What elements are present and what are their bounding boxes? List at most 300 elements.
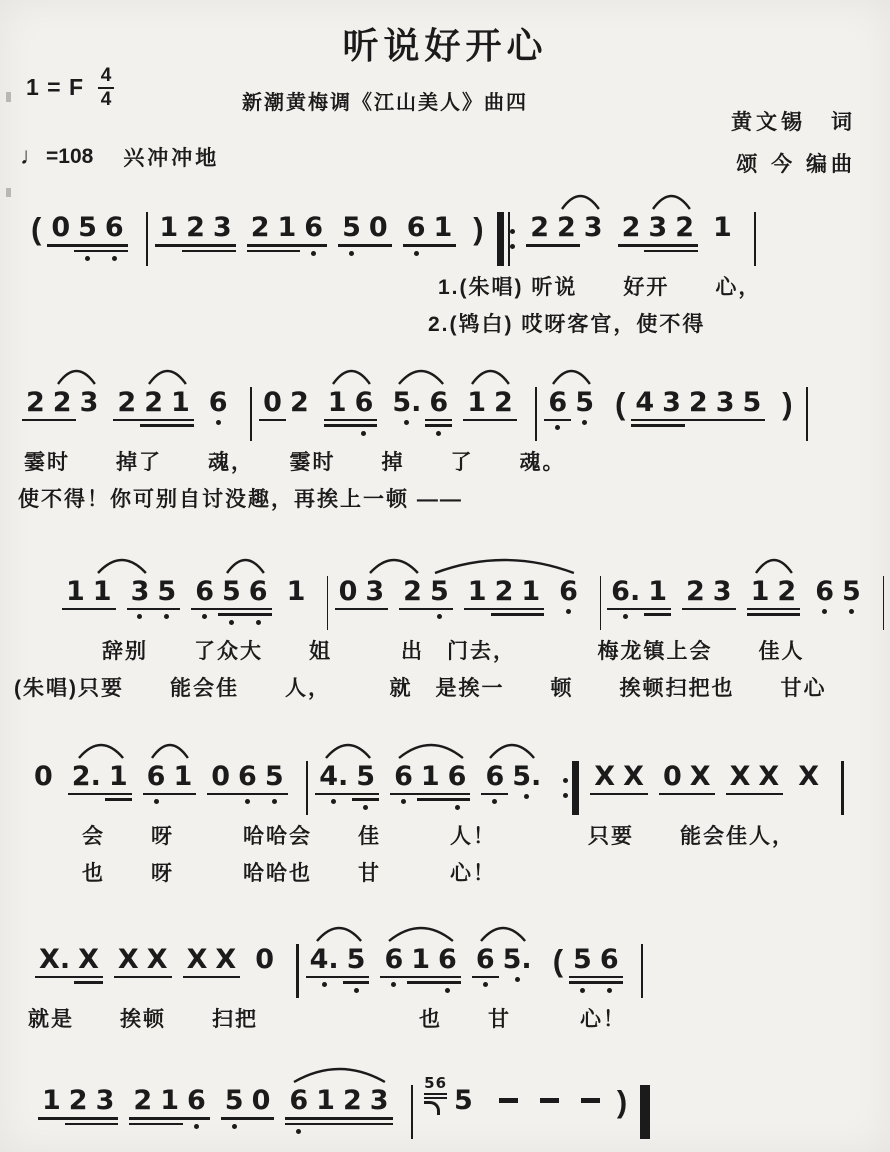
note bbox=[811, 576, 838, 614]
beam-line bbox=[92, 1117, 119, 1120]
key-signature: 1 = F bbox=[26, 74, 85, 101]
note-number: 2 bbox=[688, 386, 708, 418]
note-group bbox=[129, 1085, 209, 1129]
beam-line bbox=[306, 976, 343, 979]
note-number: 0 bbox=[251, 1084, 271, 1116]
octave-dot-row bbox=[403, 251, 430, 256]
slur-arc bbox=[78, 741, 124, 761]
beam-line bbox=[209, 244, 236, 247]
note bbox=[205, 387, 232, 425]
note-number: 6 bbox=[815, 575, 834, 607]
note-number: 1 bbox=[277, 212, 297, 243]
note bbox=[245, 576, 272, 625]
note bbox=[114, 944, 143, 979]
parenthesis: ) bbox=[616, 1083, 628, 1119]
beam-line bbox=[312, 1117, 339, 1120]
beam-line bbox=[444, 798, 471, 801]
octave-dot-row bbox=[472, 982, 499, 987]
beam-line bbox=[129, 1117, 156, 1120]
note-group bbox=[726, 761, 784, 796]
beam-line bbox=[417, 798, 444, 801]
slur-arc bbox=[332, 367, 371, 387]
beam-line bbox=[167, 419, 194, 422]
lyrics-row: 2.(鸨白) 哎呀客官，使不得 bbox=[428, 313, 706, 337]
beam-line bbox=[618, 244, 645, 247]
note-group bbox=[22, 387, 102, 422]
note-group bbox=[283, 576, 310, 605]
note bbox=[74, 944, 103, 984]
beam-line bbox=[338, 244, 365, 247]
note-group bbox=[114, 944, 172, 979]
note bbox=[35, 944, 74, 984]
note-number: X bbox=[146, 943, 168, 975]
note-number: 2 bbox=[68, 1084, 88, 1116]
barline bbox=[306, 761, 309, 815]
beam-line bbox=[481, 793, 508, 796]
beam-line bbox=[247, 250, 274, 253]
note bbox=[221, 1085, 248, 1129]
grace-note-numbers: 56 bbox=[424, 1073, 448, 1092]
note bbox=[544, 387, 571, 431]
lyrics-row: 会 呀 哈哈会 佳 人！ 只要 能会佳人， bbox=[82, 824, 795, 848]
note-group bbox=[183, 944, 241, 979]
beam-line bbox=[739, 419, 766, 422]
note bbox=[619, 761, 648, 796]
slur-arc bbox=[398, 741, 464, 761]
beam-line bbox=[491, 613, 518, 616]
barline bbox=[296, 944, 299, 998]
parenthesis: ) bbox=[473, 211, 484, 246]
note-number: 5 bbox=[346, 943, 366, 975]
octave-dot-row bbox=[343, 988, 370, 993]
beam-line bbox=[407, 976, 434, 979]
note-number: 0 bbox=[51, 212, 71, 243]
note-group bbox=[315, 761, 379, 810]
beam-line bbox=[35, 976, 74, 979]
note-number: 0 bbox=[662, 760, 682, 792]
slur-arc bbox=[388, 924, 454, 944]
note bbox=[183, 1085, 210, 1129]
quarter-note-icon: ♩ bbox=[20, 143, 44, 170]
beam-line bbox=[671, 250, 698, 253]
beam-line bbox=[140, 419, 167, 422]
beam-line bbox=[351, 419, 378, 422]
note-number: 1 bbox=[467, 575, 487, 607]
note bbox=[659, 761, 686, 796]
note bbox=[156, 1085, 183, 1129]
music-system bbox=[0, 367, 890, 516]
octave-dot bbox=[112, 256, 117, 261]
note bbox=[631, 387, 658, 427]
note-number: 2 bbox=[530, 212, 549, 243]
octave-dot bbox=[322, 982, 327, 987]
note-number: 5 bbox=[454, 1084, 473, 1116]
note-number: 2 bbox=[342, 1084, 362, 1116]
octave-dot bbox=[331, 799, 336, 804]
notation-row bbox=[0, 924, 890, 998]
note bbox=[671, 212, 698, 252]
parenthesis: ( bbox=[31, 211, 42, 246]
beam-line bbox=[631, 419, 658, 422]
note-number: 5 bbox=[573, 943, 592, 975]
beam-line bbox=[89, 608, 116, 611]
note bbox=[838, 576, 865, 614]
beam-line bbox=[182, 250, 209, 253]
parenthesis: ) bbox=[782, 385, 793, 421]
note-number: 0 bbox=[34, 760, 53, 792]
note bbox=[209, 212, 236, 252]
octave-dot bbox=[164, 614, 169, 619]
barline bbox=[411, 1085, 414, 1139]
beam-line bbox=[274, 250, 301, 253]
note-number: 0 bbox=[211, 760, 231, 792]
octave-dot bbox=[363, 805, 368, 810]
note-group bbox=[68, 761, 132, 801]
octave-dot bbox=[391, 982, 396, 987]
note-group bbox=[259, 387, 313, 422]
note-number: 1 bbox=[108, 760, 128, 792]
beam-line bbox=[464, 608, 491, 611]
thick-bar bbox=[643, 1085, 650, 1139]
note-number: 5 bbox=[224, 1084, 244, 1116]
note-number: 4 bbox=[635, 386, 655, 418]
beam-line bbox=[659, 793, 686, 796]
note bbox=[182, 212, 209, 252]
beam-line bbox=[472, 976, 499, 979]
slur-arc bbox=[57, 367, 96, 387]
grace-beam-line bbox=[424, 1097, 447, 1099]
barline bbox=[806, 387, 809, 441]
octave-dot bbox=[154, 799, 159, 804]
beam-line bbox=[248, 1117, 275, 1120]
octave-dot bbox=[404, 420, 409, 425]
note-number: 0 bbox=[338, 575, 358, 607]
parenthesis: ( bbox=[614, 385, 626, 421]
note-number: 6 bbox=[195, 575, 214, 607]
note bbox=[207, 761, 234, 805]
note bbox=[407, 944, 434, 993]
note-number: 6 bbox=[559, 575, 578, 607]
time-signature-bottom: 4 bbox=[100, 88, 112, 110]
note bbox=[644, 212, 671, 252]
octave-dot-row bbox=[555, 609, 582, 614]
octave-dot bbox=[445, 988, 450, 993]
note-number: 1 bbox=[420, 760, 440, 792]
beam-line bbox=[155, 244, 182, 247]
beam-line bbox=[407, 981, 434, 984]
note-group bbox=[38, 1085, 118, 1125]
beam-line bbox=[65, 1123, 92, 1126]
beam-line bbox=[324, 419, 351, 422]
note-number: 6 bbox=[289, 1084, 309, 1116]
note bbox=[169, 761, 196, 805]
note-number: 1 bbox=[648, 575, 667, 607]
note bbox=[450, 1085, 477, 1114]
note-number: 5 bbox=[742, 386, 762, 418]
note-group bbox=[659, 761, 715, 796]
beam-line bbox=[156, 1123, 183, 1126]
beam-line bbox=[429, 244, 456, 247]
note bbox=[129, 1085, 156, 1129]
note-group bbox=[324, 387, 378, 436]
note-group bbox=[618, 212, 698, 252]
note bbox=[580, 212, 607, 247]
octave-dot bbox=[436, 431, 441, 436]
note-number: 2 bbox=[144, 386, 163, 418]
note-number: 2 bbox=[52, 386, 72, 418]
note bbox=[315, 761, 352, 810]
note-number: 1 bbox=[173, 760, 193, 792]
beam-line bbox=[22, 419, 49, 422]
octave-dot bbox=[85, 256, 90, 261]
repeat-dot bbox=[510, 244, 515, 249]
note-number: 1 bbox=[327, 386, 347, 418]
note bbox=[211, 944, 240, 979]
note-group bbox=[62, 576, 116, 611]
octave-dot-row bbox=[569, 988, 596, 993]
octave-dot bbox=[524, 794, 529, 799]
note-number: 6 bbox=[354, 386, 374, 418]
beam-line bbox=[569, 981, 596, 984]
note-group bbox=[450, 1085, 477, 1114]
note bbox=[794, 761, 823, 790]
repeat-dot bbox=[563, 778, 568, 783]
note bbox=[155, 212, 182, 252]
note-group bbox=[207, 761, 287, 805]
note bbox=[555, 576, 582, 614]
beam-line bbox=[218, 613, 245, 616]
note-number: 5. bbox=[512, 760, 542, 792]
beam-line bbox=[526, 244, 553, 247]
note bbox=[68, 761, 105, 801]
note bbox=[143, 944, 172, 979]
note-number: 6 bbox=[438, 943, 457, 975]
beam-line bbox=[517, 613, 544, 616]
note-number: 3 bbox=[130, 575, 150, 607]
slur-arc bbox=[97, 556, 147, 576]
thick-bar bbox=[497, 212, 504, 266]
note bbox=[89, 576, 116, 611]
note bbox=[403, 212, 430, 256]
beam-line bbox=[247, 244, 274, 247]
note-number: 6 bbox=[394, 760, 413, 792]
beam-line bbox=[218, 608, 245, 611]
beam-line bbox=[351, 424, 378, 427]
note-group bbox=[463, 387, 517, 422]
beam-line bbox=[312, 1123, 339, 1126]
note-number: 5 bbox=[342, 212, 361, 243]
octave-dot-row bbox=[101, 256, 128, 261]
beam-line bbox=[324, 424, 351, 427]
octave-dot bbox=[245, 799, 250, 804]
beam-line bbox=[114, 976, 143, 979]
beam-line bbox=[434, 976, 461, 979]
note-number: 2 bbox=[250, 212, 270, 243]
note bbox=[425, 387, 452, 436]
octave-dot bbox=[492, 799, 497, 804]
octave-dot bbox=[361, 431, 366, 436]
octave-dot-row bbox=[434, 988, 461, 993]
beam-line bbox=[352, 793, 379, 796]
note bbox=[351, 387, 378, 436]
octave-dot bbox=[607, 988, 612, 993]
octave-dot-row bbox=[596, 988, 623, 993]
note-group bbox=[794, 761, 823, 790]
octave-dot bbox=[256, 620, 261, 625]
note-number: 2 bbox=[494, 386, 513, 418]
note-number: 6 bbox=[104, 212, 124, 243]
beam-line bbox=[127, 608, 154, 611]
note bbox=[22, 387, 49, 422]
beam-line bbox=[65, 1117, 92, 1120]
note bbox=[113, 387, 140, 427]
note bbox=[685, 387, 712, 427]
note bbox=[686, 761, 715, 796]
note bbox=[248, 1085, 275, 1129]
note-number: 3 bbox=[369, 1084, 389, 1116]
beam-line bbox=[380, 976, 407, 979]
note bbox=[47, 212, 74, 261]
octave-dot-row bbox=[499, 977, 536, 982]
note bbox=[361, 576, 388, 611]
beam-line bbox=[619, 793, 648, 796]
note bbox=[434, 944, 461, 993]
notation-row bbox=[0, 1065, 890, 1139]
octave-dot-row bbox=[508, 794, 545, 799]
note-number: 2 bbox=[621, 212, 641, 243]
beam-line bbox=[352, 798, 379, 801]
note bbox=[143, 761, 170, 805]
note-group bbox=[544, 387, 598, 431]
note bbox=[352, 761, 379, 810]
music-system bbox=[0, 1065, 890, 1139]
octave-dot bbox=[349, 251, 354, 256]
repeat-dots bbox=[510, 217, 515, 261]
note-number: 0 bbox=[263, 386, 282, 418]
beam-line bbox=[569, 976, 596, 979]
beam-line bbox=[209, 250, 236, 253]
note bbox=[218, 576, 245, 625]
octave-dot bbox=[515, 977, 520, 982]
note-number: 1 bbox=[42, 1084, 61, 1116]
beam-line bbox=[74, 250, 101, 253]
beam-line bbox=[361, 608, 388, 611]
octave-dot-row bbox=[285, 1129, 312, 1134]
beam-line bbox=[712, 419, 739, 422]
note bbox=[491, 576, 518, 616]
note bbox=[92, 1085, 119, 1125]
beam-line bbox=[590, 793, 619, 796]
note-number: 5 bbox=[78, 212, 97, 243]
grace-note-figure bbox=[424, 1073, 448, 1115]
note bbox=[388, 387, 425, 436]
octave-dot-row bbox=[234, 799, 261, 804]
beam-line bbox=[62, 608, 89, 611]
beam-line bbox=[463, 419, 490, 422]
note-number: 2 bbox=[675, 212, 694, 243]
note-group bbox=[30, 761, 57, 790]
note bbox=[62, 576, 89, 611]
note-number: 2 bbox=[686, 575, 705, 607]
note bbox=[65, 1085, 92, 1125]
note-number: X bbox=[729, 760, 751, 792]
barline bbox=[754, 212, 757, 266]
note-group bbox=[113, 387, 193, 427]
note bbox=[261, 761, 288, 805]
note bbox=[324, 387, 351, 436]
beam-line bbox=[596, 976, 623, 979]
octave-dot-row bbox=[607, 614, 644, 619]
octave-dot-row bbox=[153, 614, 180, 619]
note-group bbox=[247, 212, 327, 256]
note bbox=[490, 387, 517, 422]
octave-dot bbox=[455, 805, 460, 810]
note-number: X bbox=[215, 943, 237, 975]
note-group bbox=[631, 387, 765, 427]
octave-dot-row bbox=[205, 420, 232, 425]
song-title: 听说好开心 bbox=[342, 25, 548, 66]
note bbox=[283, 576, 310, 605]
octave-dot-row bbox=[811, 609, 838, 614]
note-group bbox=[555, 576, 582, 614]
slur-arc bbox=[148, 367, 187, 387]
note-number: 1 bbox=[750, 575, 770, 607]
slur-arc bbox=[755, 556, 793, 576]
note bbox=[338, 212, 365, 256]
note bbox=[553, 212, 580, 247]
octave-dot bbox=[483, 982, 488, 987]
beam-line bbox=[245, 613, 272, 616]
beam-line bbox=[425, 419, 452, 422]
music-system bbox=[0, 741, 890, 890]
beam-line bbox=[156, 1117, 183, 1120]
note-number: 5 bbox=[264, 760, 284, 792]
note bbox=[259, 387, 286, 422]
note-number: X bbox=[689, 760, 711, 792]
octave-dot-row bbox=[425, 431, 452, 436]
note bbox=[596, 944, 623, 993]
mood-text: 兴冲冲地 bbox=[123, 147, 220, 170]
note bbox=[739, 387, 766, 427]
duration-dash bbox=[499, 1098, 518, 1103]
note-number: 1 bbox=[160, 1084, 179, 1116]
octave-dot-row bbox=[74, 256, 101, 261]
beam-line bbox=[74, 981, 103, 984]
note bbox=[183, 944, 212, 979]
beam-line bbox=[773, 608, 800, 611]
note bbox=[399, 576, 426, 620]
octave-dot-row bbox=[544, 425, 571, 430]
note-group bbox=[205, 387, 232, 425]
octave-dot bbox=[232, 1124, 237, 1129]
thick-bar bbox=[572, 761, 579, 815]
note-group bbox=[747, 576, 801, 616]
octave-dot-row bbox=[426, 614, 453, 619]
note-group bbox=[285, 1085, 392, 1134]
octave-dot-row bbox=[221, 1124, 248, 1129]
note-number: 2 bbox=[117, 386, 137, 418]
note-number: 2 bbox=[186, 212, 205, 243]
beam-line bbox=[417, 793, 444, 796]
slur-arc bbox=[226, 556, 265, 576]
octave-dot bbox=[202, 614, 207, 619]
grace-beam-line bbox=[424, 1093, 447, 1095]
note bbox=[658, 387, 685, 427]
note bbox=[571, 387, 598, 431]
note-number: 2. bbox=[71, 760, 101, 792]
beam-line bbox=[682, 608, 709, 611]
note-number: 6 bbox=[447, 760, 467, 792]
